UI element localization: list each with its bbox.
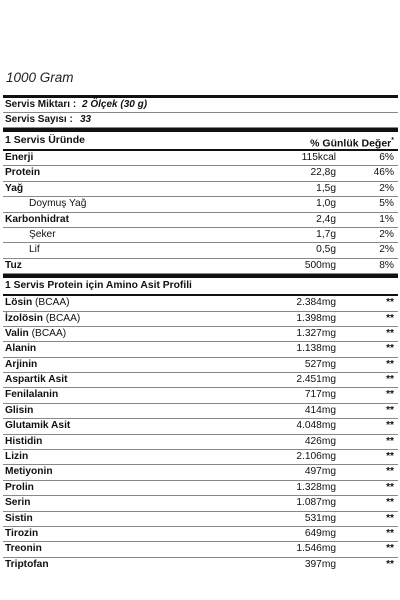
nutrient-name: Lif [29, 244, 40, 256]
amino-acid-mark: ** [386, 343, 394, 355]
nutrient-name: Enerji [5, 152, 34, 163]
amino-profile-title: 1 Servis Protein için Amino Asit Profili [5, 280, 192, 292]
amino-acid-amount: 1.546mg [296, 543, 336, 555]
amino-acid-name: Metiyonin [5, 466, 53, 478]
amino-acid-amount: 1.327mg [296, 327, 336, 339]
serving-count-label: Servis Sayısı : [5, 114, 73, 125]
nutrient-daily-value: 2% [379, 228, 394, 240]
amino-acid-name: Glutamik Asit [5, 420, 71, 432]
amino-acid-mark: ** [386, 435, 394, 447]
amino-acid-row [3, 450, 398, 465]
amino-acid-name: Tirozin [5, 527, 39, 539]
amino-acid-name: Lösin (BCAA) [5, 297, 70, 309]
amino-acid-mark: ** [386, 374, 394, 386]
amino-acid-amount: 2.451mg [296, 374, 336, 386]
nutrient-amount: 22,8g [310, 167, 336, 179]
amino-acid-amount: 531mg [304, 512, 336, 524]
amino-acid-row [3, 542, 398, 557]
amino-acid-name: Arjinin [5, 358, 38, 370]
amino-acid-amount: 649mg [304, 527, 336, 539]
nutrient-amount: 1,7g [316, 228, 336, 240]
nutrient-amount: 2,4g [316, 213, 336, 225]
nutrient-amount: 1,5g [316, 182, 336, 194]
nutrient-daily-value: 6% [379, 152, 394, 163]
amino-acid-row [3, 358, 398, 373]
nutrient-row [3, 243, 398, 258]
nutrient-daily-value: 2% [379, 182, 394, 194]
product-weight-title: 1000 Gram [6, 70, 74, 85]
serving-count-row [3, 113, 398, 128]
amino-acid-row [3, 496, 398, 511]
amino-acid-mark: ** [386, 527, 394, 539]
nutrient-daily-value: 1% [379, 213, 394, 225]
daily-value-label: % Günlük Değer* [310, 137, 394, 150]
amino-acid-name: Treonin [5, 543, 42, 555]
amino-acid-amount: 397mg [304, 558, 336, 570]
amino-acid-mark: ** [386, 358, 394, 370]
amino-acid-mark: ** [386, 297, 394, 309]
amino-acid-mark: ** [386, 451, 394, 463]
amino-acid-amount: 527mg [304, 358, 336, 370]
amino-acid-name: Lizin [5, 451, 29, 463]
nutrient-name: Doymuş Yağ [29, 198, 87, 210]
amino-acid-mark: ** [386, 420, 394, 432]
amino-acid-name: Glisin [5, 404, 34, 416]
amino-acid-amount: 1.398mg [296, 312, 336, 324]
amino-acid-amount: 4.048mg [296, 420, 336, 432]
amino-acid-row [3, 465, 398, 480]
amino-acid-mark: ** [386, 558, 394, 570]
amino-acid-row [3, 388, 398, 403]
amino-acid-suffix: (BCAA) [42, 312, 81, 324]
nutrient-row [3, 182, 398, 197]
amino-acid-amount: 497mg [304, 466, 336, 478]
amino-acid-row [3, 435, 398, 450]
amino-acid-mark: ** [386, 404, 394, 416]
nutrition-facts-panel [3, 95, 398, 572]
amino-acid-mark: ** [386, 327, 394, 339]
serving-size-value: 2 Ölçek (30 g) [82, 99, 148, 110]
nutrient-name: Yağ [5, 182, 24, 194]
amino-acid-row [3, 512, 398, 527]
amino-acid-amount: 2.106mg [296, 451, 336, 463]
amino-acid-row [3, 312, 398, 327]
serving-size-row [3, 98, 398, 113]
amino-acid-amount: 414mg [304, 404, 336, 416]
amino-acid-mark: ** [386, 497, 394, 509]
nutrient-name: Şeker [29, 228, 56, 240]
amino-acid-name: Alanin [5, 343, 37, 355]
serving-count-value: 33 [80, 114, 92, 125]
amino-acid-mark: ** [386, 543, 394, 555]
nutrient-list [3, 151, 398, 274]
amino-acid-mark: ** [386, 466, 394, 478]
nutrient-name: Karbonhidrat [5, 213, 69, 225]
nutrient-row [3, 228, 398, 243]
nutrient-amount: 1,0g [316, 198, 336, 210]
amino-acid-suffix: (BCAA) [32, 297, 70, 309]
amino-acid-row [3, 373, 398, 388]
amino-acid-row [3, 527, 398, 542]
nutrient-row [3, 213, 398, 228]
amino-acid-name: Valin (BCAA) [5, 327, 67, 339]
per-serving-header [3, 132, 398, 149]
amino-acid-name: Triptofan [5, 558, 49, 570]
amino-acid-amount: 717mg [304, 389, 336, 401]
amino-acid-row [3, 558, 398, 572]
amino-acid-row [3, 481, 398, 496]
amino-acid-suffix: (BCAA) [28, 327, 67, 339]
amino-acid-row [3, 327, 398, 342]
nutrient-amount: 115kcal [301, 152, 336, 163]
nutrient-daily-value: 46% [373, 167, 394, 179]
amino-acid-amount: 1.087mg [296, 497, 336, 509]
amino-acid-mark: ** [386, 481, 394, 493]
nutrient-row [3, 197, 398, 212]
amino-acid-name: Aspartik Asit [5, 374, 68, 386]
nutrient-daily-value: 5% [379, 198, 394, 210]
amino-acid-row [3, 342, 398, 357]
amino-acid-name: Prolin [5, 481, 34, 493]
serving-size-label: Servis Miktarı : [5, 99, 77, 110]
amino-acid-amount: 1.328mg [296, 481, 336, 493]
amino-acid-name: İzolösin (BCAA) [5, 312, 81, 324]
nutrient-amount: 0,5g [316, 244, 336, 256]
amino-acid-name: Serin [5, 497, 31, 509]
amino-acid-mark: ** [386, 512, 394, 524]
amino-acid-row [3, 296, 398, 311]
nutrient-row [3, 166, 398, 181]
nutrient-row [3, 151, 398, 166]
amino-acid-mark: ** [386, 312, 394, 324]
amino-acid-amount: 2.384mg [296, 297, 336, 309]
nutrient-daily-value: 2% [379, 244, 394, 256]
amino-acid-name: Histidin [5, 435, 43, 447]
nutrient-name: Tuz [5, 259, 22, 271]
amino-acid-name: Sistin [5, 512, 33, 524]
nutrient-name: Protein [5, 167, 41, 179]
amino-acid-amount: 1.138mg [296, 343, 336, 355]
amino-acid-amount: 426mg [304, 435, 336, 447]
amino-acid-name: Fenilalanin [5, 389, 59, 401]
amino-acid-row [3, 404, 398, 419]
per-serving-label: 1 Servis Üründe [5, 134, 85, 146]
nutrient-amount: 500mg [304, 259, 336, 271]
amino-acid-row [3, 419, 398, 434]
amino-acid-list [3, 296, 398, 572]
nutrient-row [3, 259, 398, 274]
amino-acid-mark: ** [386, 389, 394, 401]
nutrient-daily-value: 8% [379, 259, 394, 271]
